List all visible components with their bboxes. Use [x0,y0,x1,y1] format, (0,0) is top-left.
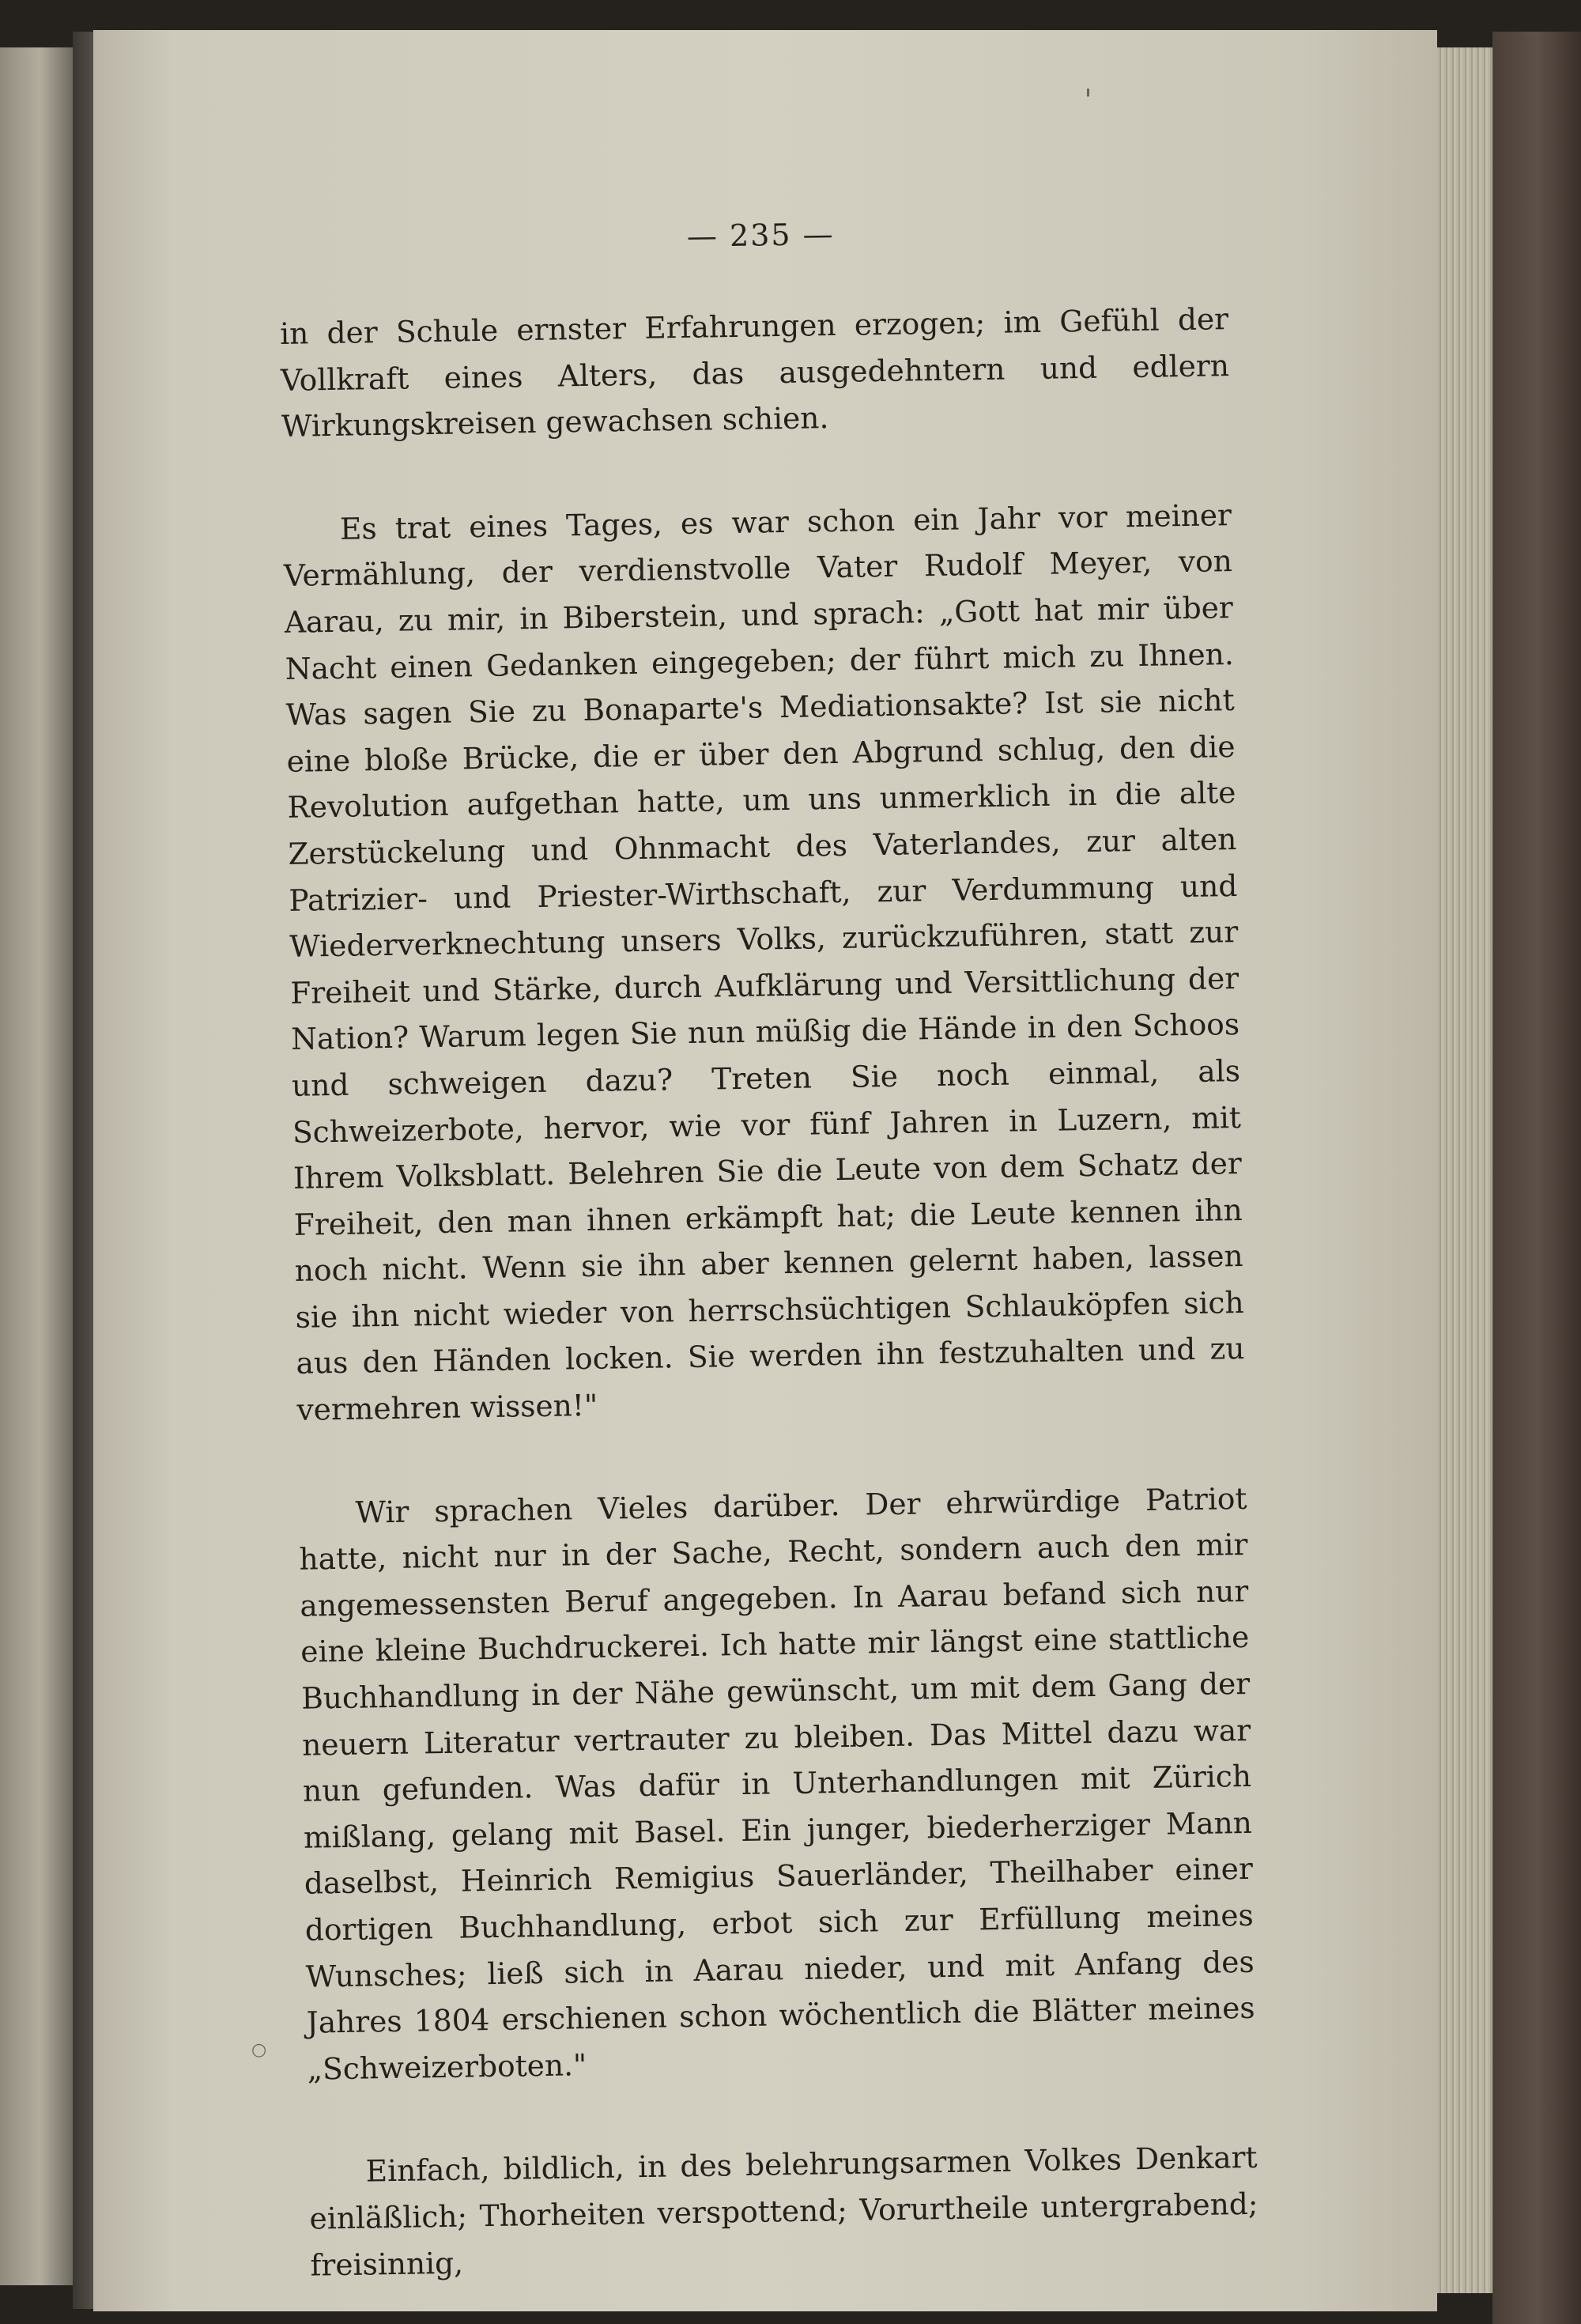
book-cover [1492,32,1581,2324]
page-speck [1087,89,1089,96]
paragraph-2: Es trat eines Tages, es war schon ein Jahr vor meiner Vermählung, der verdienstvolle Vater Rudolf Meyer, von Aarau, zu mir, in Biberstein, und sprach: „Gott hat mir über Nacht einen Gedanken eingegeben; der führt mich zu Ihnen. Was sagen Sie zu Bonaparte's Mediationsakte? Ist sie nicht eine bloße Brücke, die er über den Abgrund schlug, den die Revolution aufgethan hatte, um uns unmerklich in die alte Zerstückelung und Ohnmacht des Vaterlandes, zur alten Patrizier- und Priester-Wirthschaft, zur Verdummung und Wiederverknechtung unsers Volks, zurückzuführen, statt zur Freiheit und Stärke, durch Aufklärung und Versittlichung der Nation? Warum legen Sie nun müßig die Hände in den Schoos und schweigen dazu? Treten Sie noch einmal, als Schweizerbote, hervor, wie vor fünf Jahren in Luzern, mit Ihrem Volksblatt. Belehren Sie die Leute von dem Schatz der Freiheit, den man ihnen erkämpft hat; die Leute kennen ihn noch nicht. Wenn sie ihn aber kennen gelernt haben, lassen sie ihn nicht wieder von herrschsüchtigen Schlauköpfen sich aus den Händen locken. Sie werden ihn festzuhalten und zu vermehren wissen!" [283,497,1245,1427]
page-number: — 235 — [686,216,835,254]
paragraph-3: Wir sprachen Vieles darüber. Der ehrwürdige Patriot hatte, nicht nur in der Sache, Recht, sondern auch den mir angemessensten Beruf angegeben. In Aarau befand sich nur eine kleine Buchdruckerei. Ich hatte mir längst eine stattliche Buchhandlung in der Nähe gewünscht, um mit dem Gang der neuern Literatur vertrauter zu bleiben. Das Mittel dazu war nun gefunden. Was dafür in Unterhandlungen mit Zürich mißlang, gelang mit Basel. Ein junger, biederherziger Mann daselbst, Heinrich Remigius Sauerländer, Theilhaber einer dortigen Buchhandlung, erbot sich zur Erfüllung meines Wunsches; ließ sich in Aarau nieder, und mit Anfang des Jahres 1804 erschienen schon wöchentlich die Blätter meines „Schweizerboten." [299,1480,1255,2087]
paragraph-1: in der Schule ernster Erfahrungen erzogen; im Gefühl der Vollkraft eines Alters, das ausgedehntern und edlern Wirkungskreisen gewachsen schien. [279,301,1230,444]
paragraph-4: Einfach, bildlich, in des belehrungsarmen Volkes Denkart einläßlich; Thorheiten verspottend; Vorurtheile untergrabend; freisinnig, [309,2140,1258,2283]
ink-mark: ○ [251,2040,267,2060]
left-page-edge [0,47,73,2285]
text-block [278,210,1259,2288]
page-edges [1437,47,1492,2293]
